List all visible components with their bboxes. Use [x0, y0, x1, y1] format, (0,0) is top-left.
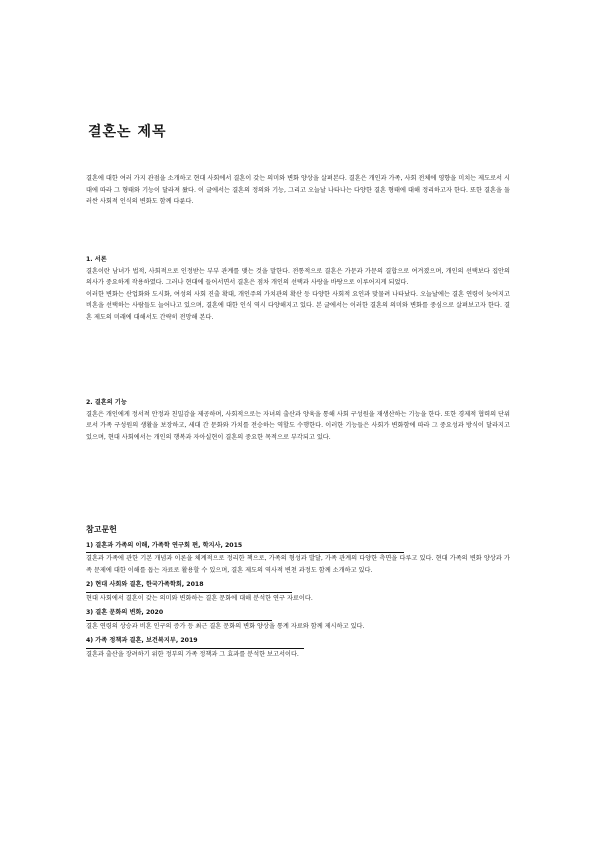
reference-title-link[interactable]: 4) 가족 정책과 결혼, 보건복지부, 2019: [86, 635, 304, 649]
reference-description: 결혼과 출산을 장려하기 위한 정부의 가족 정책과 그 효과를 분석한 보고서이다.: [86, 650, 299, 658]
section1-paragraph-1: 결혼이란 남녀가 법적, 사회적으로 인정받는 부부 관계를 맺는 것을 말한다. 전통적으로 결혼은 가문과 가문의 결합으로 여겨졌으며, 개인의 선택보다 집안의 의사가 중요하게 작용하였다. 그러나 현대에 들어서면서 결혼은 점차 개인의 선택과 사랑을 바탕으로 이루어지게 되었다.: [86, 267, 510, 286]
reference-title-link[interactable]: 3) 결혼 문화의 변화, 2020: [86, 607, 272, 621]
document-title: 결혼논 제목: [88, 124, 167, 140]
reference-description: 현대 사회에서 결혼이 갖는 의미와 변화하는 결혼 문화에 대해 분석한 연구 자료이다.: [86, 594, 313, 602]
section-functions: [86, 397, 510, 443]
reference-item: [86, 540, 510, 577]
references-section: [86, 524, 510, 660]
reference-title-link[interactable]: 2) 현대 사회와 결혼, 한국가족학회, 2018: [86, 579, 292, 593]
section1-label: 1. 서론: [86, 256, 107, 263]
intro-section: [86, 173, 510, 208]
reference-title-link[interactable]: 1) 결혼과 가족의 이해, 가족학 연구회 편, 학지사, 2015: [86, 540, 404, 554]
references-heading: 참고문헌: [86, 525, 117, 534]
reference-description: 결혼과 가족에 관한 기본 개념과 이론을 체계적으로 정리한 책으로, 가족의 형성과 발달, 가족 관계의 다양한 측면을 다루고 있다. 현대 가족의 변화 양상과 가족 문제에 대한 이해를 돕는 자료로 활용할 수 있으며, 결혼 제도의 역사적 변천 과정도 함께 소개하고 있다.: [86, 555, 510, 574]
reference-description: 결혼 연령의 상승과 비혼 인구의 증가 등 최근 결혼 문화의 변화 양상을 통계 자료와 함께 제시하고 있다.: [86, 622, 365, 630]
section2-paragraph: 결혼은 개인에게 정서적 안정과 친밀감을 제공하며, 사회적으로는 자녀의 출산과 양육을 통해 사회 구성원을 재생산하는 기능을 한다. 또한 경제적 협력의 단위로서 가족 구성원의 생활을 보장하고, 세대 간 문화와 가치를 전승하는 역할도 수행한다. 이러한 기능들은 사회가 변화함에 따라 그 중요성과 방식이 달라지고 있으며, 현대 사회에서는 개인의 행복과 자아실현이 결혼의 중요한 목적으로 부각되고 있다.: [86, 410, 510, 441]
section2-label: 2. 결혼의 기능: [86, 399, 127, 406]
section-introduction: [86, 254, 510, 323]
reference-item: [86, 607, 510, 632]
reference-item: [86, 635, 510, 660]
section1-paragraph-2: 이러한 변화는 산업화와 도시화, 여성의 사회 진출 확대, 개인주의 가치관의 확산 등 다양한 사회적 요인과 맞물려 나타났다. 오늘날에는 결혼 연령이 늦어지고 비혼을 선택하는 사람들도 늘어나고 있으며, 결혼에 대한 인식 역시 다양해지고 있다. 본 글에서는 이러한 결혼의 의미와 변화를 중심으로 살펴보고자 한다. 결혼 제도의 미래에 대해서도 간략히 전망해 본다.: [86, 290, 510, 321]
reference-item: [86, 579, 510, 604]
intro-paragraph: 결혼에 대한 여러 가지 관점을 소개하고 현대 사회에서 결혼이 갖는 의미와 변화 양상을 살펴본다. 결혼은 개인과 가족, 사회 전체에 영향을 미치는 제도로서 시대에 따라 그 형태와 기능이 달라져 왔다. 이 글에서는 결혼의 정의와 기능, 그리고 오늘날 나타나는 다양한 결혼 형태에 대해 정리하고자 한다. 또한 결혼을 둘러싼 사회적 인식의 변화도 함께 다룬다.: [86, 175, 510, 205]
